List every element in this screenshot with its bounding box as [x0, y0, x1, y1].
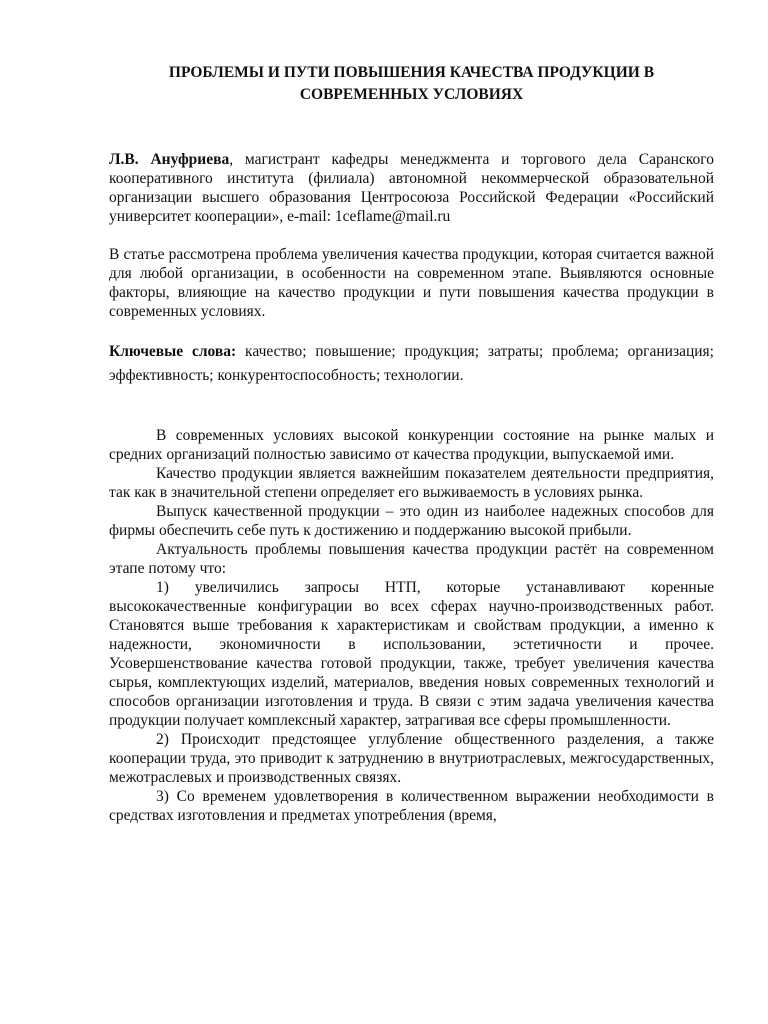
abstract: В статье рассмотрена проблема увеличения качества продукции, которая считается важной для любой организации, в особенности на современном этапе. Выявляются основные факторы, влияющие на качество продукции и пути повышения качества продукции в современных условиях. [109, 246, 714, 320]
document-page [109, 62, 714, 825]
keywords [109, 340, 714, 388]
author-affiliation: , магистрант кафедры менеджмента и торгового дела Саранского кооперативного института (филиала) автономной некоммерческой образовательной организации высшего образования Центросоюза Российской Федерации «Российский университет кооперации», [109, 151, 714, 225]
article-title: ПРОБЛЕМЫ И ПУТИ ПОВЫШЕНИЯ КАЧЕСТВА ПРОДУКЦИИ В СОВРЕМЕННЫХ УСЛОВИЯХ [168, 64, 655, 103]
body-paragraph: 3) Со временем удовлетворения в количественном выражении необходимости в средствах изготовления и предметах употребления (время, [109, 788, 714, 824]
author-block [109, 150, 714, 226]
body-paragraph: 2) Происходит предстоящее углубление общественного разделения, а также кооперации труда, это приводит к затруднению в внутриотраслевых, межгосударственных, межотраслевых и производственных связях. [109, 731, 714, 786]
body-paragraph: Актуальность проблемы повышения качества продукции растёт на современном этапе потому что: [109, 541, 714, 577]
body-paragraph: Выпуск качественной продукции – это один из наиболее надежных способов для фирмы обеспечить себе путь к достижению и поддержанию высокой прибыли. [109, 503, 714, 539]
author-email: e-mail: 1ceflame@mail.ru [287, 208, 451, 225]
article-body [109, 426, 714, 825]
body-paragraph: В современных условиях высокой конкуренции состояние на рынке малых и средних организаций полностью зависимо от качества продукции, выпускаемой ими. [109, 427, 714, 463]
body-paragraph: 1) увеличились запросы НТП, которые устанавливают коренные высококачественные конфигурации во всех сферах научно-производственных работ. Становятся выше требования к характеристикам и свойствам продукции, а именно к надежности, экономичности в использовании, эстетичности и прочее. Усовершенствование качества готовой продукции, также, требует увеличения качества сырья, комплектующих изделий, материалов, введения новых современных технологий и способов организации изготовления и труда. В связи с этим задача увеличения качества продукции получает комплексный характер, затрагивая все сферы промышленности. [109, 579, 714, 729]
body-paragraph: Качество продукции является важнейшим показателем деятельности предприятия, так как в значительной степени определяет его выживаемость в условиях рынка. [109, 465, 714, 501]
author-name: Л.В. Ануфриева [109, 151, 230, 168]
keywords-label: Ключевые слова: [109, 343, 237, 360]
keywords-text: качество; повышение; продукция; затраты; проблема; организация; эффективность; конкурентоспособность; технологии. [109, 343, 714, 384]
